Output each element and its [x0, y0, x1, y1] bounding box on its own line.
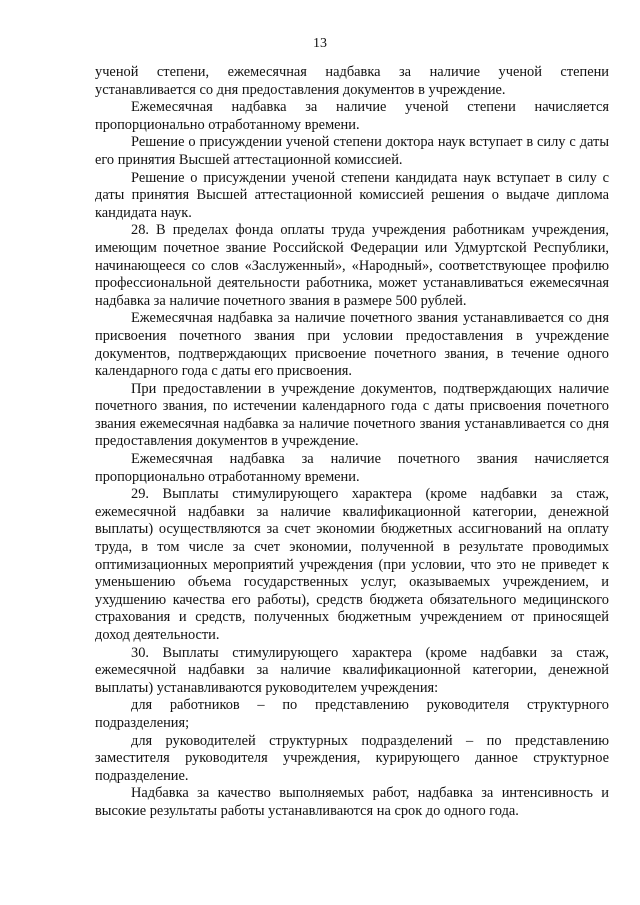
- paragraph: для руководителей структурных подразделений – по представлению заместителя руководителя учреждения, курирующего данное структурное подразделение.: [95, 732, 609, 784]
- paragraph: Ежемесячная надбавка за наличие почетного звания начисляется пропорционально отработанному времени.: [95, 451, 609, 485]
- paragraph: Ежемесячная надбавка за наличие почетного звания устанавливается со дня присвоения почетного звания при условии предоставления в учреждение документов, подтверждающих присвоение почетного звания, в течение одного календарного года с даты его присвоения.: [95, 310, 609, 380]
- paragraph: Надбавка за качество выполняемых работ, надбавка за интенсивность и высокие результаты работы устанавливаются на срок до одного года.: [95, 785, 609, 819]
- paragraph: Ежемесячная надбавка за наличие ученой степени начисляется пропорционально отработанному времени.: [95, 99, 609, 133]
- paragraph: Решение о присуждении ученой степени кандидата наук вступает в силу с даты принятия Высшей аттестационной комиссией решения о выдаче диплома кандидата наук.: [95, 169, 609, 221]
- paragraph: для работников – по представлению руководителя структурного подразделения;: [95, 697, 609, 731]
- paragraph: 30. Выплаты стимулирующего характера (кроме надбавки за стаж, ежемесячной надбавки за наличие квалификационной категории, денежной выплаты) устанавливаются руководителем учреждения:: [95, 644, 609, 696]
- paragraph: 28. В пределах фонда оплаты труда учреждения работникам учреждения, имеющим почетное звание Российской Федерации или Удмуртской Республики, начинающееся со слов «Заслуженный», «Народный», соответствующее профилю профессиональной деятельности работника, может устанавливаться ежемесячная надбавка за наличие почетного звания в размере 500 рублей.: [95, 222, 609, 309]
- paragraph: ученой степени, ежемесячная надбавка за наличие ученой степени устанавливается со дня предоставления документов в учреждение.: [95, 64, 609, 98]
- paragraph: Решение о присуждении ученой степени доктора наук вступает в силу с даты его принятия Высшей аттестационной комиссией.: [95, 134, 609, 168]
- document-body: [95, 64, 609, 821]
- page-number: 13: [313, 36, 327, 51]
- paragraph: При предоставлении в учреждение документов, подтверждающих наличие почетного звания, по истечении календарного года с даты присвоения почетного звания ежемесячная надбавка за наличие почетного звания устанавливается со дня предоставления документов в учреждение.: [95, 380, 609, 450]
- paragraph: 29. Выплаты стимулирующего характера (кроме надбавки за стаж, ежемесячной надбавки за наличие квалификационной категории, денежной выплаты) осуществляются за счет экономии бюджетных ассигнований на оплату труда, в том числе за счет экономии, полученной в результате проводимых оптимизационных мероприятий учреждения (при условии, что это не приведет к уменьшению объема государственных услуг, оказываемых учреждением, и ухудшению качества его работы), средств бюджета обязательного медицинского страхования и средств, полученных бюджетным учреждением от приносящей доход деятельности.: [95, 486, 609, 643]
